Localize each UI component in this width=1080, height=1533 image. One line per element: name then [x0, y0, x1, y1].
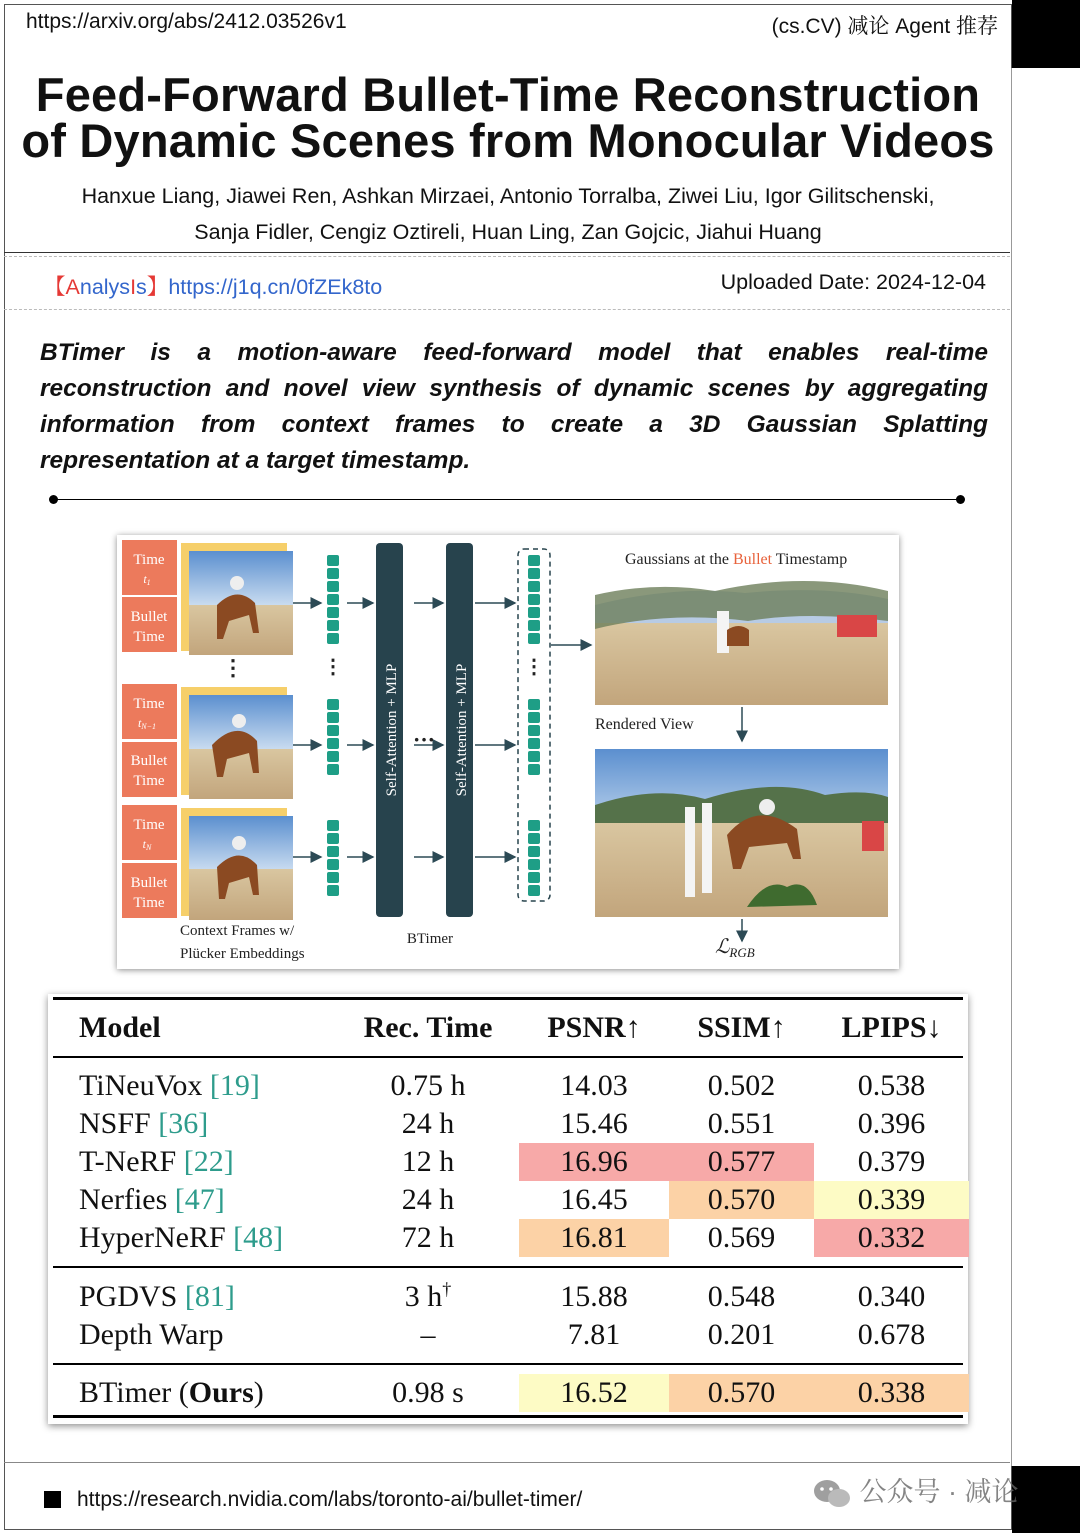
token: [327, 712, 339, 723]
self-attention-block-1: [376, 543, 403, 917]
svg-text:tN: tN: [142, 837, 152, 852]
summary-text: BTimer is a motion-aware feed-forward model that enables real-time reconstruction and novel view synthesis of dynamic scenes by aggregating information from context frames to create a 3D Gaussian Splatting representation at a target timestamp.: [40, 339, 988, 474]
analysis-link-row[interactable]: 【AnalysIs】https://j1q.cn/0fZEk8to: [44, 275, 383, 299]
watermark: 公众号 · 减论: [812, 1470, 1019, 1510]
divider-line: [53, 499, 961, 500]
col-model: Model: [79, 1011, 161, 1044]
token: [327, 633, 339, 644]
token: [528, 594, 540, 605]
table-group-rule: [53, 1363, 963, 1365]
token: [528, 738, 540, 749]
token: [327, 699, 339, 710]
table-row: PGDVS [81] 3 h† 15.88 0.548 0.340: [79, 1279, 926, 1313]
btimer-caption: BTimer: [406, 931, 454, 947]
token: [528, 764, 540, 775]
gaussians-render: [595, 581, 888, 705]
token: [327, 568, 339, 579]
rendered-view-caption: Rendered View: [595, 716, 694, 733]
context-frame-1: [122, 540, 293, 655]
table-header-row: [53, 1009, 963, 1047]
gaussians-caption: Gaussians at the Bullet Timestamp: [625, 551, 848, 568]
svg-text:Bullet: Bullet: [130, 609, 168, 625]
token: [327, 833, 339, 844]
divider-dot-right: [956, 495, 965, 504]
category-label: (cs.CV) 减论 Agent 推荐: [771, 15, 998, 38]
corner-block-bottom: [1012, 1466, 1080, 1533]
table-row: Depth Warp – 7.81 0.201 0.678: [79, 1318, 926, 1351]
svg-text:···: ···: [412, 727, 436, 752]
self-attention-block-2: [446, 543, 473, 917]
context-caption: Context Frames w/: [180, 923, 295, 939]
token: [327, 581, 339, 592]
svg-text:Time: Time: [133, 895, 165, 911]
paper-authors: Hanxue Liang, Jiawei Ren, Ashkan Mirzaei, Antonio Torralba, Ziwei Liu, Igor Gilitschenski, Sanja Fidler, Cengiz Oztireli, Huan Ling, Zan Gojcic, Jiahui Huang: [81, 184, 935, 244]
token: [528, 699, 540, 710]
token: [327, 555, 339, 566]
token-columns-input: [327, 555, 339, 896]
svg-text:⋮: ⋮: [524, 656, 544, 678]
svg-text:Bullet: Bullet: [130, 875, 168, 891]
token: [327, 859, 339, 870]
table-row: NSFF [36] 24 h 15.46 0.551 0.396: [79, 1107, 926, 1140]
col-psnr: PSNR↑: [547, 1011, 641, 1044]
token: [327, 885, 339, 896]
svg-text:Self-Attention + MLP: Self-Attention + MLP: [454, 663, 470, 797]
arxiv-url[interactable]: https://arxiv.org/abs/2412.03526v1: [26, 10, 347, 33]
token: [528, 846, 540, 857]
token: [327, 764, 339, 775]
token: [528, 859, 540, 870]
token: [528, 751, 540, 762]
svg-text:Time: Time: [133, 696, 165, 712]
corner-block-top: [1012, 0, 1080, 68]
separator-dashed: [4, 256, 1010, 257]
token: [327, 594, 339, 605]
table-row-ours: BTimer (Ours) 0.98 s 16.52 0.570 0.338: [53, 1374, 963, 1412]
col-lpips: LPIPS↓: [841, 1011, 942, 1044]
table-row: T-NeRF [22] 12 h 16.96 0.577 0.379: [53, 1143, 963, 1181]
col-ssim: SSIM↑: [697, 1011, 786, 1044]
token: [528, 820, 540, 831]
token: [528, 555, 540, 566]
col-rec-time: Rec. Time: [363, 1011, 493, 1044]
token: [528, 872, 540, 883]
svg-text:Self-Attention + MLP: Self-Attention + MLP: [384, 663, 400, 797]
svg-text:Bullet: Bullet: [130, 753, 168, 769]
token: [528, 620, 540, 631]
loss-label: ℒ$_{RGB}$: [715, 936, 755, 960]
token: [528, 725, 540, 736]
method-figure: [117, 535, 899, 969]
svg-text:Time: Time: [133, 817, 165, 833]
svg-text:Time: Time: [133, 773, 165, 789]
token: [528, 568, 540, 579]
table-header-rule: [53, 1056, 963, 1058]
context-frame-n: [122, 805, 293, 920]
right-rule: [1011, 68, 1012, 1466]
separator-dashed: [4, 309, 1010, 310]
svg-text:Time: Time: [133, 629, 165, 645]
svg-text:⋮: ⋮: [222, 655, 244, 680]
bullet-square-icon: [44, 1491, 61, 1508]
token: [327, 846, 339, 857]
token: [327, 751, 339, 762]
separator: [4, 252, 1010, 253]
token: [327, 820, 339, 831]
svg-text:⋮: ⋮: [323, 656, 343, 678]
token: [327, 725, 339, 736]
wechat-icon: [812, 1478, 852, 1510]
svg-text:t1: t1: [143, 572, 151, 587]
token: [327, 738, 339, 749]
token-columns-output: [528, 555, 540, 896]
token: [327, 872, 339, 883]
table-row: Nerfies [47] 24 h 16.45 0.570 0.339: [53, 1181, 963, 1219]
upload-date: Uploaded Date: 2024-12-04: [720, 270, 986, 294]
results-table: [48, 994, 968, 1424]
table-top-rule: [53, 997, 963, 1000]
paper-title: Feed-Forward Bullet-Time Reconstruction of Dynamic Scenes from Monocular Videos: [21, 68, 995, 167]
table-group-rule: [53, 1266, 963, 1268]
footer-separator: [4, 1462, 1010, 1463]
token: [528, 581, 540, 592]
project-url[interactable]: https://research.nvidia.com/labs/toronto-ai/bullet-timer/: [77, 1488, 583, 1511]
svg-text:Plücker Embeddings: Plücker Embeddings: [180, 946, 305, 962]
svg-text:tN−1: tN−1: [137, 716, 157, 731]
token: [528, 833, 540, 844]
table-row: HyperNeRF [48] 72 h 16.81 0.569 0.332: [53, 1219, 963, 1257]
token: [327, 620, 339, 631]
context-frame-n-minus-1: [122, 684, 293, 799]
token: [327, 607, 339, 618]
token: [528, 607, 540, 618]
table-row: TiNeuVox [19] 0.75 h 14.03 0.502 0.538: [79, 1069, 926, 1102]
token: [528, 885, 540, 896]
table-bottom-rule: [53, 1415, 963, 1418]
rendered-view-image: [595, 749, 888, 917]
analysis-link[interactable]: https://j1q.cn/0fZEk8to: [168, 275, 383, 299]
token: [528, 633, 540, 644]
token: [528, 712, 540, 723]
svg-text:Time: Time: [133, 552, 165, 568]
